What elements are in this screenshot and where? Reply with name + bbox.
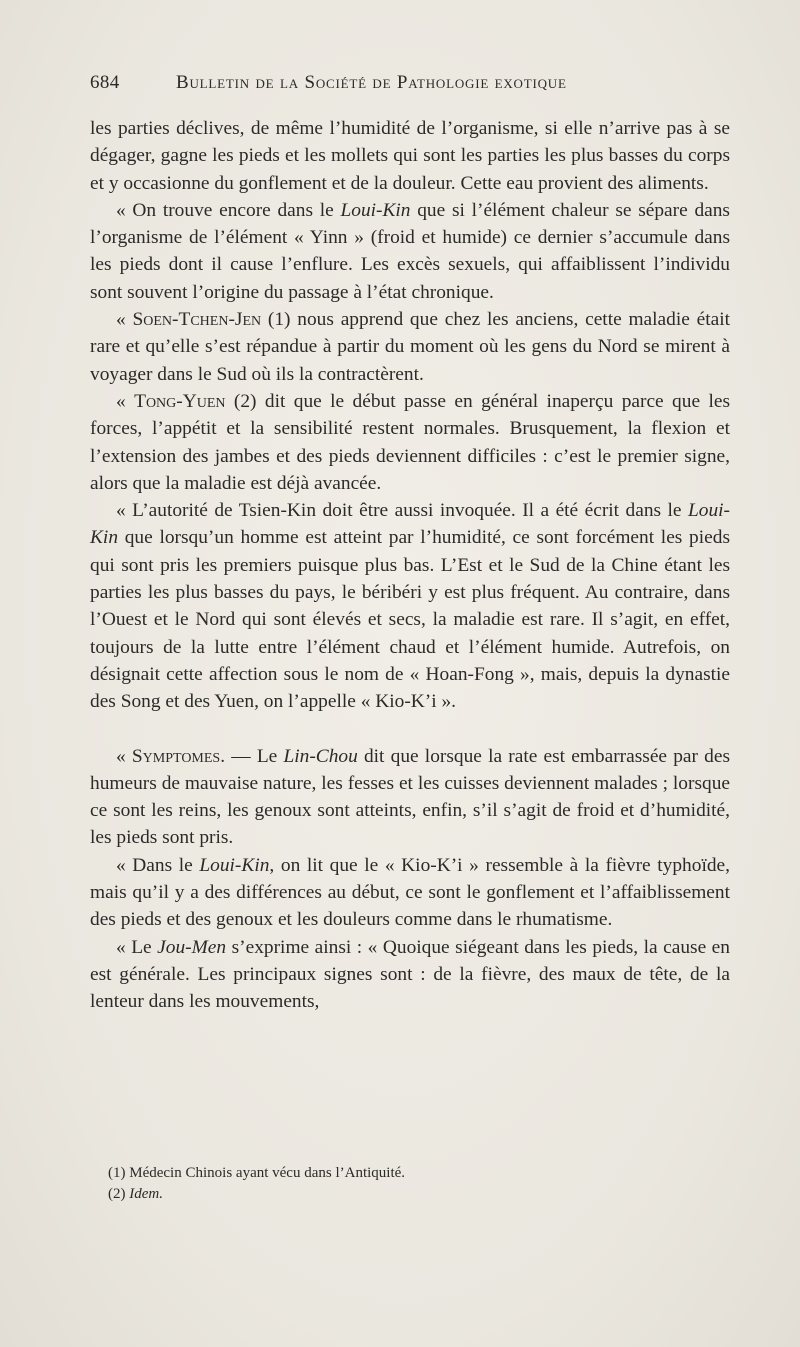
footnote-marker: (2) [108,1186,126,1202]
section-heading: Symptomes. [131,745,226,767]
footnote-text: Idem. [129,1186,163,1202]
paragraph [90,852,730,934]
work-title: Loui-Kin [340,199,411,221]
footnote [108,1163,708,1184]
page-number: 684 [90,72,120,93]
footnote-marker: (1) [108,1165,126,1181]
paragraph [90,306,730,388]
paragraph-text: « [116,390,135,412]
paragraph-text: les parties déclives, de même l’humidité de l’organisme, si elle n’arrive pas à se dégager, gagne les pieds et les mollets qui sont les parties les plus basses du corps et y occasionne du gonflement et de la douleur. Cette eau provient des aliments. [90,118,730,194]
paragraph-text: , on lit que le « Kio-K’i » ressemble à la fièvre typhoïde, mais qu’il y a des différences au début, ce sont le gonflement et l’affaiblissement des pieds et des genoux et les douleurs comme dans le rhumatisme. [90,854,730,931]
paragraph-text: « [116,745,132,767]
footnotes [108,1163,708,1205]
paragraph-text: que lorsqu’un homme est atteint par l’humidité, ce sont forcément les pieds qui sont pris les premiers puisque plus bas. L’Est et le Sud de la Chine étant les parties les plus basses du pays, le béribéri y est plus fréquent. Au contraire, dans l’Ouest et le Nord qui sont élevés et secs, la maladie est rare. Il s’agit, en effet, toujours de la lutte entre l’élément chaud et l’élément humide. Autrefois, on désignait cette affection sous le nom de « Hoan-Fong », mais, depuis la dynastie des Song et des Yuen, on l’appelle « Kio-K’i ». [90,527,730,713]
work-title: Jou-Men [157,936,227,958]
footnote-text: Médecin Chinois ayant vécu dans l’Antiquité. [129,1165,406,1181]
author-name: Soen-Tchen-Jen [132,309,262,331]
paragraph [90,497,730,715]
paragraph-text: « [116,309,133,331]
paragraph [90,197,730,306]
paragraph-text: « Dans le [116,854,200,876]
paragraph-text: « Le [116,936,158,958]
main-text [90,115,730,1016]
work-title: Loui-Kin [90,500,730,549]
paragraph [90,115,730,197]
paragraph-text: que si l’élément chaleur se sépare dans l’organisme de l’élément « Yinn » (froid et humide) ce dernier s’accumule dans les pieds dont il cause l’enflure. Les excès sexuels, qui affaiblissent l’individu sont souvent l’origine du passage à l’état chronique. [90,199,730,303]
work-title: Lin-Chou [283,745,358,767]
paragraph-text: (2) dit que le début passe en général inaperçu parce que les forces, l’appétit et la sensibilité restent normales. Brusquement, la flexion et l’extension des jambes et des pieds deviennent difficiles : c’est le premier signe, alors que la maladie est déjà avancée. [90,390,730,494]
paragraph-text: « L’autorité de Tsien-Kin doit être aussi invoquée. Il a été écrit dans le [116,500,688,522]
paragraph [90,743,730,852]
paragraph-text: — Le [225,745,284,767]
paragraph-text: (1) nous apprend que chez les anciens, cette maladie était rare et qu’elle s’est répandue à partir du moment où les gens du Nord se mirent à voyager dans le Sud où ils la contractèrent. [90,309,730,385]
paragraph [90,388,730,497]
running-title: Bulletin de la Société de Pathologie exotique [176,72,567,93]
work-title: Loui-Kin [199,854,270,876]
paragraph-text: « On trouve encore dans le [116,199,341,221]
paragraph [90,934,730,1016]
paragraph-text: s’exprime ainsi : « Quoique siégeant dans les pieds, la cause en est générale. Les principaux signes sont : de la fièvre, des maux de tête, de la lenteur dans les mouvements, [90,936,730,1013]
paragraph-text: dit que lorsque la rate est embarrassée par des humeurs de mauvaise nature, les fesses et les cuisses deviennent malades ; lorsque ce sont les reins, les genoux sont atteints, enfin, s’il s’agit de froid et d’humidité, les pieds sont pris. [90,745,730,849]
footnote [108,1184,708,1205]
author-name: Tong-Yuen [134,390,226,412]
page-header [90,72,730,102]
